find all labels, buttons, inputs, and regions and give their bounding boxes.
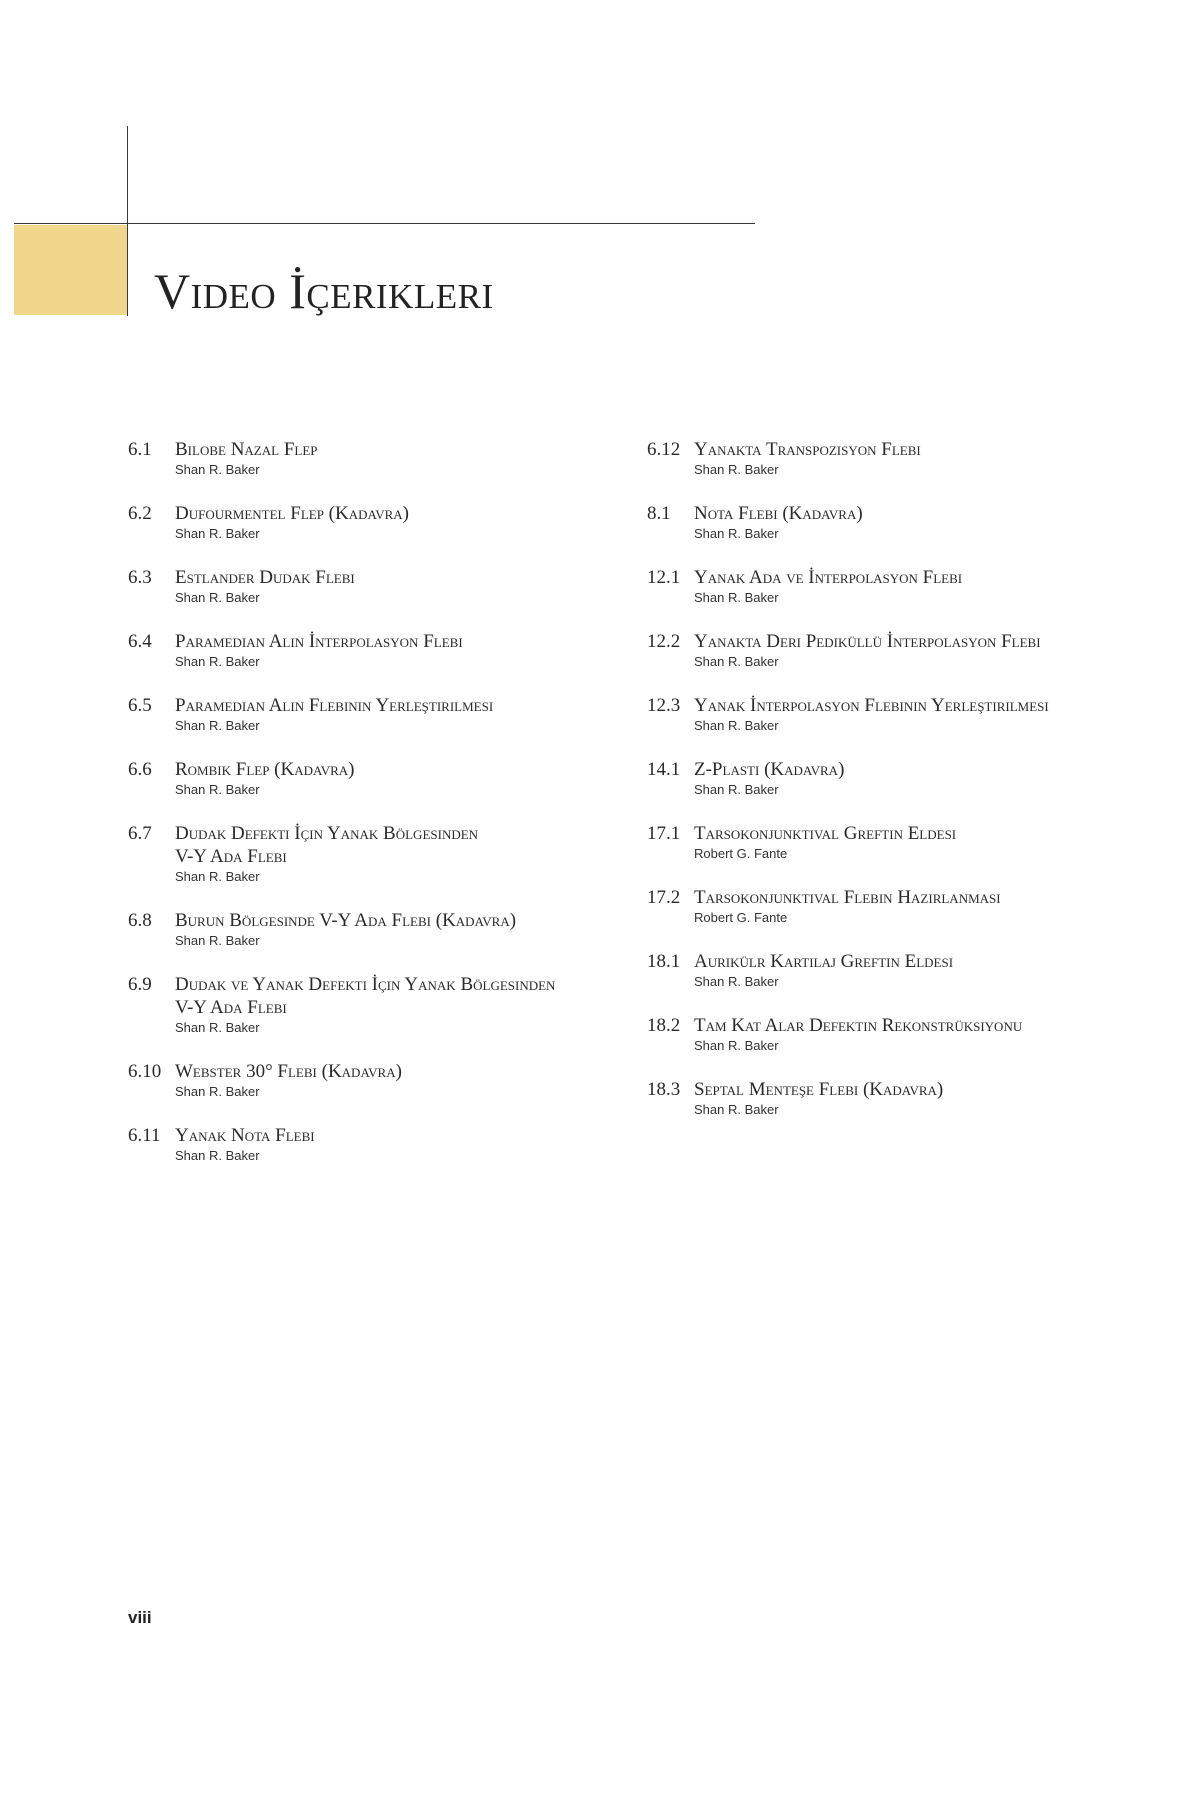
entry-title: Tarsokonjunktival Flebin Hazırlanması	[694, 887, 1001, 908]
video-list-right	[647, 438, 1127, 1142]
video-entry[interactable]	[128, 909, 608, 949]
entry-number: 6.12	[647, 439, 681, 460]
entry-title-continued: V-Y Ada Flebi	[175, 997, 287, 1018]
video-entry[interactable]	[647, 758, 1127, 798]
video-entry[interactable]	[647, 566, 1127, 606]
entry-author: Shan R. Baker	[694, 526, 779, 541]
video-entry[interactable]	[647, 822, 1127, 862]
entry-author: Shan R. Baker	[175, 782, 260, 797]
video-entry[interactable]	[647, 1078, 1127, 1118]
video-entry[interactable]	[128, 822, 608, 885]
entry-title: Burun Bölgesinde V-Y Ada Flebi (Kadavra)	[175, 910, 517, 931]
entry-number: 17.1	[647, 823, 681, 844]
entry-number: 12.2	[647, 631, 681, 652]
header-horizontal-rule	[14, 223, 755, 224]
entry-title: Paramedian Alın Flebinin Yerleştirilmesi	[175, 695, 494, 716]
entry-title: Rombik Flep (Kadavra)	[175, 759, 355, 780]
entry-title: Yanak İnterpolasyon Flebinin Yerleştirilmesi	[694, 695, 1049, 716]
entry-number: 6.3	[128, 567, 152, 588]
entry-title: Yanakta Deri Pediküllü İnterpolasyon Flebi	[694, 631, 1041, 652]
entry-number: 6.8	[128, 910, 152, 931]
video-entry[interactable]	[647, 886, 1127, 926]
entry-title: Yanak Ada ve İnterpolasyon Flebi	[694, 567, 963, 588]
entry-number: 6.4	[128, 631, 152, 652]
entry-title: Nota Flebi (Kadavra)	[694, 503, 863, 524]
entry-author: Shan R. Baker	[694, 718, 779, 733]
header-accent-block	[14, 225, 127, 315]
page-number: viii	[128, 1608, 152, 1627]
entry-number: 8.1	[647, 503, 671, 524]
entry-title: Bilobe Nazal Flep	[175, 439, 318, 460]
entry-author: Shan R. Baker	[175, 590, 260, 605]
entry-number: 6.11	[128, 1125, 161, 1146]
entry-title: Aurikülr Kartilaj Greftin Eldesi	[694, 951, 954, 972]
video-entry[interactable]	[128, 694, 608, 734]
entry-author: Shan R. Baker	[694, 974, 779, 989]
entry-title: Paramedian Alın İnterpolasyon Flebi	[175, 631, 463, 652]
page-title: Video İçerikleri	[154, 263, 494, 319]
entry-number: 18.1	[647, 951, 681, 972]
entry-title-continued: V-Y Ada Flebi	[175, 846, 287, 867]
entry-author: Shan R. Baker	[175, 462, 260, 477]
entry-author: Shan R. Baker	[694, 590, 779, 605]
entry-number: 18.3	[647, 1079, 681, 1100]
video-entry[interactable]	[128, 566, 608, 606]
entry-title: Tam Kat Alar Defektin Rekonstrüksiyonu	[694, 1015, 1023, 1036]
entry-number: 12.3	[647, 695, 681, 716]
entry-author: Robert G. Fante	[694, 910, 788, 925]
video-entry[interactable]	[128, 438, 608, 478]
entry-number: 6.2	[128, 503, 152, 524]
entry-author: Shan R. Baker	[175, 526, 260, 541]
entry-number: 6.7	[128, 823, 152, 844]
entry-title: Yanak Nota Flebi	[175, 1125, 315, 1146]
entry-title: Z-Plasti (Kadavra)	[694, 759, 845, 780]
video-entry[interactable]	[128, 973, 608, 1036]
video-entry[interactable]	[128, 1060, 608, 1100]
video-entry[interactable]	[128, 758, 608, 798]
entry-title: Yanakta Transpozisyon Flebi	[694, 439, 921, 460]
header-vertical-rule	[127, 126, 128, 316]
entry-author: Shan R. Baker	[175, 654, 260, 669]
entry-number: 6.5	[128, 695, 152, 716]
entry-author: Shan R. Baker	[694, 654, 779, 669]
video-entry[interactable]	[647, 502, 1127, 542]
video-entry[interactable]	[128, 630, 608, 670]
entry-title: Tarsokonjunktival Greftin Eldesi	[694, 823, 957, 844]
entry-number: 6.10	[128, 1061, 162, 1082]
entry-number: 6.6	[128, 759, 152, 780]
entry-number: 14.1	[647, 759, 681, 780]
entry-title: Dudak ve Yanak Defekti İçin Yanak Bölgesinden	[175, 974, 556, 995]
entry-number: 12.1	[647, 567, 681, 588]
video-entry[interactable]	[128, 502, 608, 542]
video-entry[interactable]	[647, 438, 1127, 478]
entry-number: 6.9	[128, 974, 152, 995]
entry-author: Shan R. Baker	[175, 1020, 260, 1035]
entry-title: Dudak Defekti İçin Yanak Bölgesinden	[175, 823, 479, 844]
entry-author: Shan R. Baker	[694, 462, 779, 477]
entry-author: Shan R. Baker	[175, 869, 260, 884]
video-entry[interactable]	[647, 1014, 1127, 1054]
entry-number: 17.2	[647, 887, 681, 908]
entry-author: Shan R. Baker	[175, 718, 260, 733]
entry-author: Shan R. Baker	[175, 1084, 260, 1099]
entry-title: Estlander Dudak Flebi	[175, 567, 355, 588]
entry-author: Robert G. Fante	[694, 846, 788, 861]
entry-author: Shan R. Baker	[175, 1148, 260, 1163]
entry-title: Septal Menteşe Flebi (Kadavra)	[694, 1079, 944, 1100]
entry-number: 18.2	[647, 1015, 681, 1036]
video-list-left	[128, 438, 608, 1188]
video-entry[interactable]	[647, 694, 1127, 734]
entry-author: Shan R. Baker	[175, 933, 260, 948]
video-entry[interactable]	[647, 630, 1127, 670]
video-entry[interactable]	[647, 950, 1127, 990]
entry-author: Shan R. Baker	[694, 1038, 779, 1053]
entry-title: Webster 30° Flebi (Kadavra)	[175, 1061, 402, 1082]
entry-number: 6.1	[128, 439, 152, 460]
video-entry[interactable]	[128, 1124, 608, 1164]
entry-author: Shan R. Baker	[694, 1102, 779, 1117]
entry-title: Dufourmentel Flep (Kadavra)	[175, 503, 409, 524]
entry-author: Shan R. Baker	[694, 782, 779, 797]
